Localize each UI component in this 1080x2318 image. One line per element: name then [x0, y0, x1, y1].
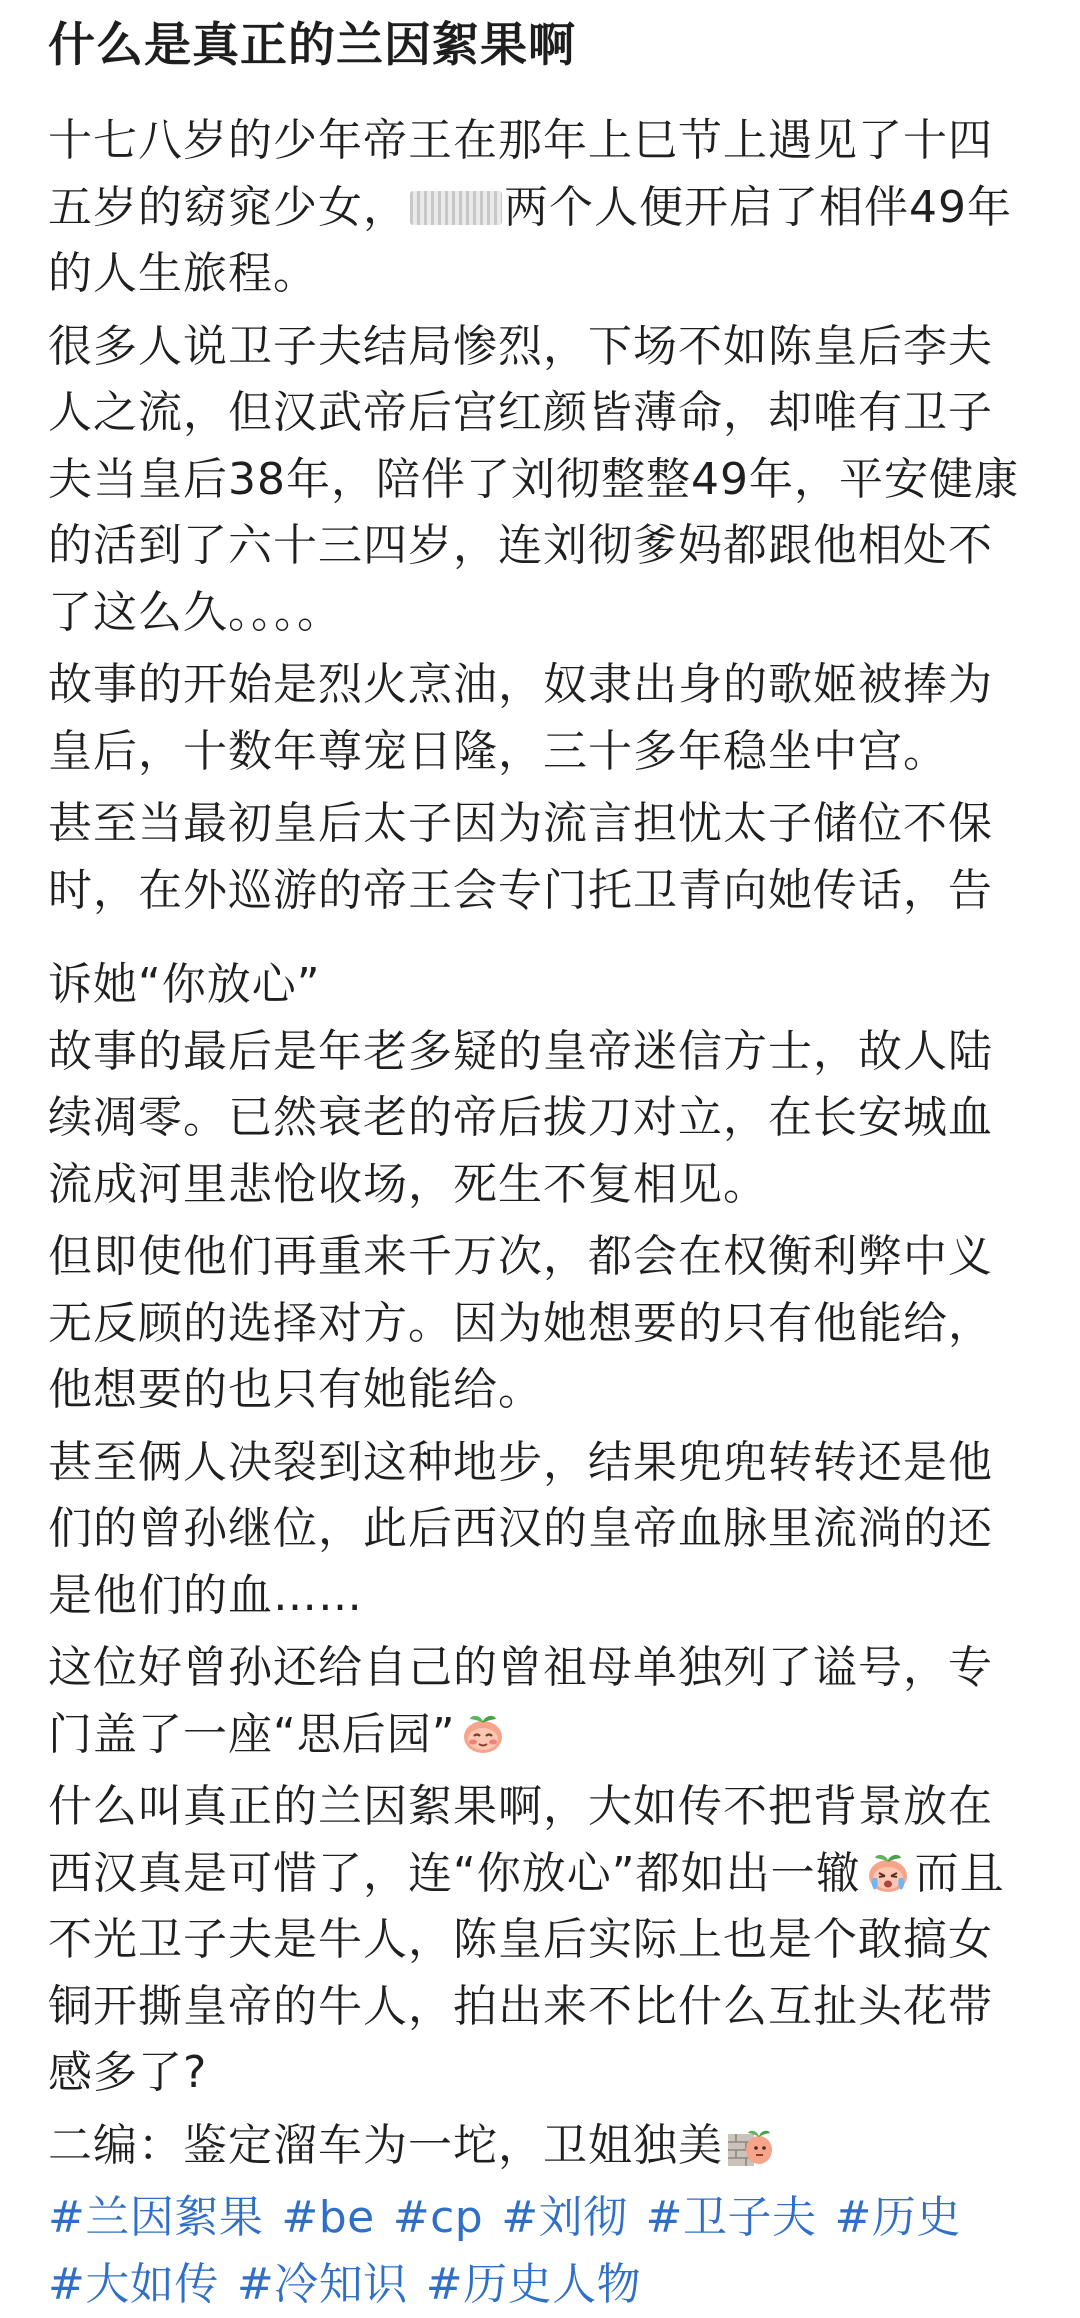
- paragraph-7: 甚至俩人决裂到这种地步，结果兜兜转转还是他们的曾孙继位，此后西汉的皇帝血脉里流淌的还是他们的血……: [48, 1436, 993, 1621]
- paragraph-5: 故事的最后是年老多疑的皇帝迷信方士，故人陆续凋零。已然衰老的帝后拔刀对立，在长安城血流成河里悲怆收场，死生不复相见。: [48, 1025, 993, 1210]
- paragraph-3: 故事的开始是烈火烹油，奴隶出身的歌姬被捧为皇后，十数年尊宠日隆，三十多年稳坐中宫。: [48, 659, 993, 777]
- hashtag-link[interactable]: #冷知识: [236, 2258, 408, 2310]
- hashtag-link[interactable]: #历史: [834, 2192, 961, 2243]
- paragraph-8-text: 这位好曾孙还给自己的曾祖母单独列了谥号，专门盖了一座“思后园”: [48, 1642, 993, 1760]
- paragraph-9: [48, 1774, 1032, 2107]
- paragraph-10: [48, 2113, 1032, 2180]
- hashtag-list: [48, 2185, 1032, 2318]
- post-title: 什么是真正的兰因絮果啊: [48, 18, 576, 73]
- hashtag-link[interactable]: #刘彻: [501, 2192, 628, 2243]
- hashtag-link[interactable]: #be: [281, 2192, 375, 2243]
- hashtag-link[interactable]: #cp: [392, 2192, 484, 2243]
- hashtag-link[interactable]: #卫子夫: [645, 2192, 817, 2243]
- crying-peach-emoji-icon: [864, 1848, 912, 1896]
- paragraph-1: [48, 108, 1032, 308]
- paragraph-8: [48, 1635, 1032, 1768]
- paragraph-9-part-a: 什么叫真正的兰因絮果啊，大如传不把背景放在西汉真是可惜了，连“你放心”都如出一辙: [48, 1781, 993, 1899]
- paragraph-4-part-a: 甚至当最初皇后太子因为流言担忧太子储位不保时，在外巡游的帝王会专门托卫青向她传话，告: [48, 798, 993, 916]
- paragraph-1-part-a: 十七八岁的少年帝王在那年上巳节上遇见了十四五岁的窈窕少女，: [48, 115, 993, 233]
- blurred-text-mark: [410, 191, 502, 225]
- paragraph-6: 但即使他们再重来千万次，都会在权衡利弊中义无反顾的选择对方。因为她想要的只有他能给，他想要的也只有她能给。: [48, 1231, 993, 1415]
- peach-behind-wall-emoji-icon: [726, 2120, 774, 2168]
- paragraph-2: 很多人说卫子夫结局惨烈，下场不如陈皇后李夫人之流，但汉武帝后宫红颜皆薄命，却唯有卫子夫当皇后38年，陪伴了刘彻整整49年，平安健康的活到了六十三四岁，连刘彻爹妈都跟他相处不了这么久。。。。: [48, 320, 1019, 638]
- shy-peach-emoji-icon: [459, 1709, 507, 1757]
- hashtag-link[interactable]: #历史人物: [425, 2258, 642, 2310]
- paragraph-9-part-b: 而且不光卫子夫是牛人，陈皇后实际上也是个敢搞女铜开撕皇帝的牛人，拍出来不比什么互扯头花带感多了?: [48, 1847, 1005, 2098]
- hashtag-link[interactable]: #大如传: [48, 2258, 219, 2310]
- paragraph-4-part-b: 诉她“你放心”: [48, 959, 321, 1010]
- paragraph-1-part-b: 两个人便开启了相伴49年的人生旅程。: [48, 181, 1012, 299]
- paragraph-10-text: 二编：鉴定溜车为一坨，卫姐独美: [48, 2119, 723, 2171]
- hashtag-link[interactable]: #兰因絮果: [48, 2192, 264, 2243]
